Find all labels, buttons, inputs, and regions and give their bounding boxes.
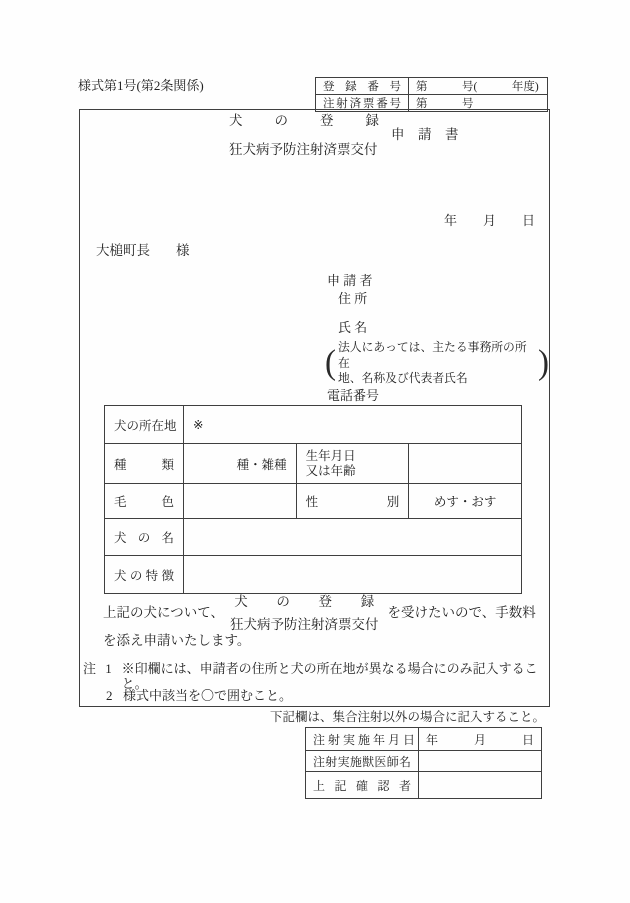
dog-location-value: ※ (184, 406, 522, 444)
dog-name-row (105, 519, 522, 556)
dog-sex-options: めす・おす (409, 484, 522, 519)
note-2-spacer (83, 689, 106, 704)
form-title-options (229, 113, 379, 157)
confirmer-value (419, 772, 542, 799)
form-title (229, 113, 459, 157)
dog-birthdate-label-line1: 生年月日 (305, 448, 356, 463)
statement-line2: を添え申請いたします。 (103, 633, 251, 648)
injection-date-value: 年 月 日 (419, 728, 542, 751)
registration-number-value: 第 号( 年度) (409, 78, 548, 95)
dog-birthdate-label (296, 444, 409, 484)
dog-info-table (104, 405, 522, 594)
form-number: 様式第1号(第2条関係) (78, 78, 204, 93)
note-2 (83, 689, 292, 704)
dog-features-value (184, 556, 522, 594)
dog-color-value (184, 484, 297, 519)
veterinarian-name-label: 注射実施獣医師名 (306, 751, 419, 772)
dog-breed-label: 種 類 (105, 444, 184, 484)
vaccination-tag-number-value: 第 号 (409, 95, 548, 112)
note-2-number: 2 (106, 688, 113, 703)
injection-record-instruction: 下記欄は、集合注射以外の場合に記入すること。 (269, 710, 545, 724)
note-1-number: 1 (105, 661, 112, 676)
corporate-note-line2: 地、名称及び代表者氏名 (338, 371, 468, 385)
statement-options (230, 594, 379, 632)
open-paren-icon: ( (325, 343, 336, 382)
dog-location-row (105, 406, 522, 444)
applicant-heading: 申 請 者 (327, 273, 373, 288)
form-title-rabies-tag: 狂犬病予防注射済票交付 (229, 141, 378, 157)
application-statement (103, 594, 536, 632)
addressee (96, 243, 190, 259)
applicant-address-label: 住 所 (338, 291, 368, 306)
veterinarian-name-value (419, 751, 542, 772)
applicant-name-label: 氏 名 (338, 320, 368, 335)
veterinarian-name-row (306, 751, 542, 772)
dog-color-label: 毛 色 (105, 484, 184, 519)
injection-record-table (305, 727, 542, 799)
dog-birthdate-value (409, 444, 522, 484)
form-title-dog-registration: 犬 の 登 録 (229, 113, 379, 128)
registration-number-row (316, 78, 548, 95)
dog-name-value (184, 519, 522, 556)
statement-option-rabies-tag: 狂犬病予防注射済票交付 (229, 616, 379, 632)
injection-date-row (306, 728, 542, 751)
dog-birthdate-label-line2: 又は年齢 (305, 463, 356, 478)
application-form-box (79, 109, 550, 707)
dog-name-label: 犬 の 名 (105, 519, 184, 556)
confirmer-label: 上 記 確 認 者 (306, 772, 419, 799)
registration-number-table (315, 77, 548, 112)
dog-color-row (105, 484, 522, 519)
phone-number-label: 電話番号 (327, 388, 380, 403)
dog-features-row (105, 556, 522, 594)
dog-location-label: 犬の所在地 (105, 406, 184, 444)
statement-option-registration: 犬 の 登 録 (234, 594, 375, 609)
vaccination-tag-number-label: 注射済票番号 (316, 95, 409, 112)
dog-breed-options: 種・雑種 (184, 444, 297, 484)
corporate-note-text (338, 340, 536, 387)
note-1-text: ※印欄には、申請者の住所と犬の所在地が異なる場合にのみ記入すること。 (121, 661, 538, 691)
registration-number-label: 登 録 番 号 (316, 78, 409, 95)
dog-sex-label: 性 別 (296, 484, 409, 519)
date-field: 年 月 日 (443, 213, 535, 228)
statement-prefix: 上記の犬について、 (103, 605, 224, 621)
note-marker: 注 (83, 661, 97, 676)
dog-breed-row (105, 444, 522, 484)
corporate-note-line1: 法人にあっては、主たる事務所の所在 (338, 340, 527, 370)
dog-features-label: 犬 の 特 徴 (105, 556, 184, 594)
note-2-text: 様式中該当を〇で囲むこと。 (123, 688, 293, 703)
addressee-honorific: 様 (176, 243, 190, 258)
corporate-note (325, 340, 549, 387)
confirmer-row (306, 772, 542, 799)
form-title-suffix: 申 請 書 (391, 127, 459, 143)
statement-suffix: を受けたいので、手数料 (387, 605, 536, 621)
close-paren-icon: ) (538, 343, 549, 382)
addressee-title: 大槌町長 (96, 243, 150, 258)
injection-date-label: 注 射 実 施 年 月 日 (306, 728, 419, 751)
